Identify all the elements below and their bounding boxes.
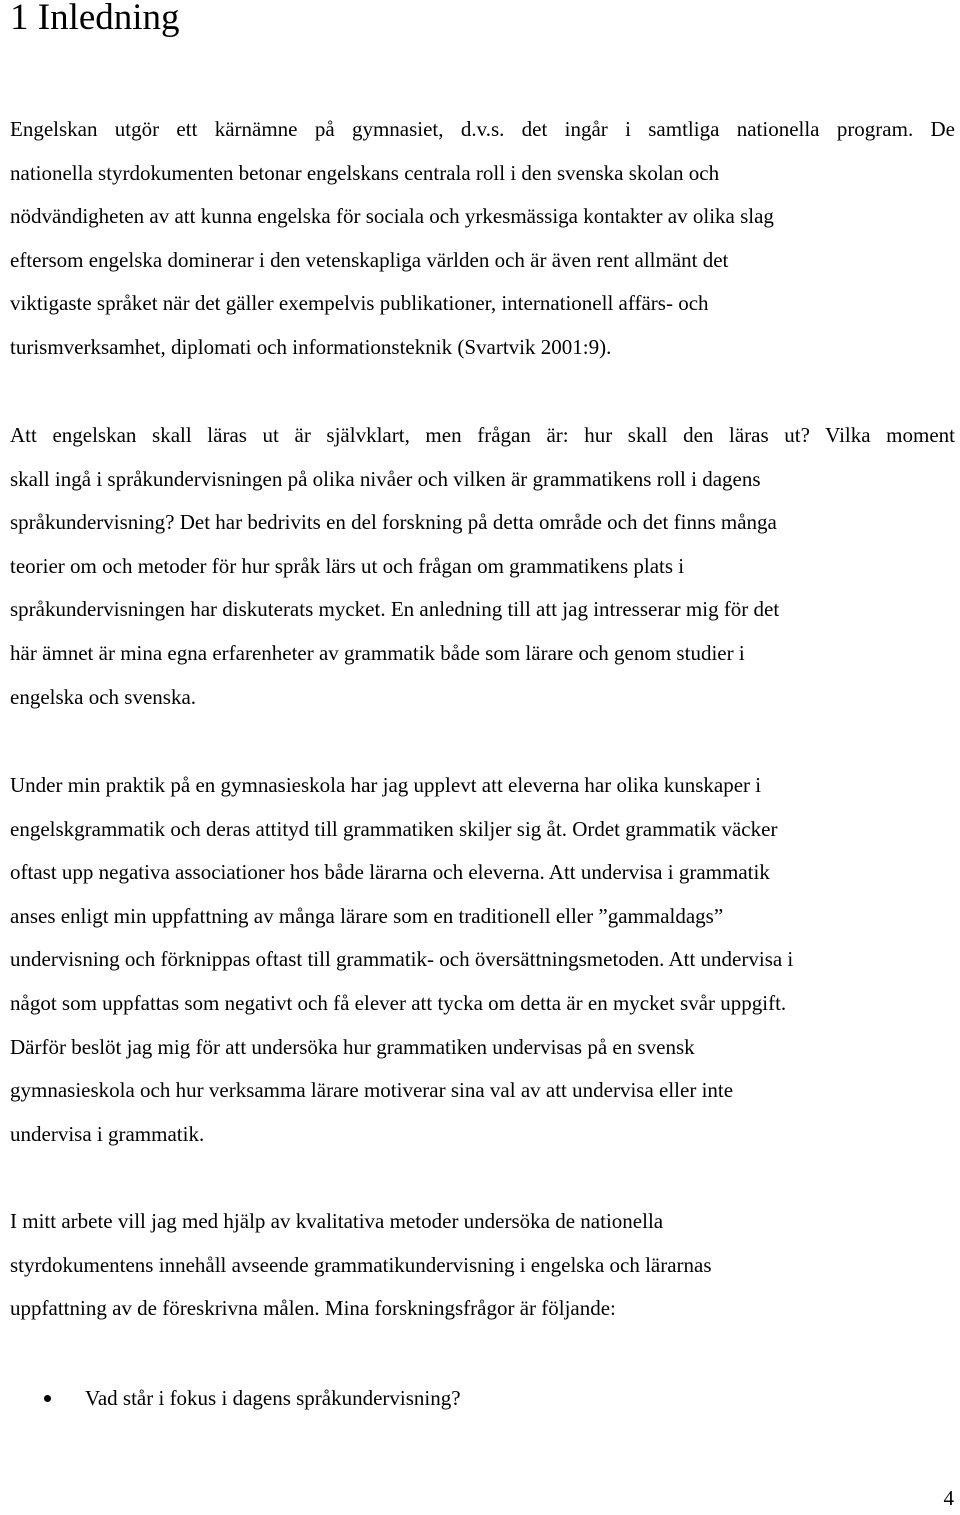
- text-line: I mitt arbete vill jag med hjälp av kvalitativa metoder undersöka de nationella: [10, 1209, 664, 1233]
- paragraph-3: [10, 764, 793, 1156]
- text-line: engelska och svenska.: [10, 684, 197, 709]
- text-line: uppfattning av de föreskrivna målen. Mina forskningsfrågor är följande:: [10, 1296, 616, 1321]
- text-line: undervisning och förknippas oftast till grammatik- och översättningsmetoden. Att undervisa i: [10, 947, 794, 972]
- text-line: eftersom engelska dominerar i den vetenskapliga världen och är även rent allmänt det: [10, 247, 729, 272]
- paragraph-4: [10, 1200, 712, 1331]
- text-line: turismverksamhet, diplomati och informationsteknik (Svartvik 2001:9).: [10, 334, 612, 359]
- text-line: viktigaste språket när det gäller exempelvis publikationer, internationell affärs- och: [10, 291, 709, 316]
- text-line: gymnasieskola och hur verksamma lärare motiverar sina val av att undervisa eller inte: [10, 1078, 734, 1103]
- page-number: 4: [943, 1486, 954, 1510]
- section-heading: 1 Inledning: [10, 0, 180, 38]
- text-line: Att engelskan skall läras ut är självklart, men frågan är: hur skall den läras ut? Vilka moment: [10, 423, 955, 447]
- text-line: teorier om och metoder för hur språk lärs ut och frågan om grammatikens plats i: [10, 553, 685, 578]
- text-line: anses enligt min uppfattning av många lärare som en traditionell eller ”gammaldags”: [10, 903, 724, 928]
- paragraph-2: [10, 414, 955, 719]
- text-line: här ämnet är mina egna erfarenheter av grammatik både som lärare och genom studier i: [10, 640, 745, 665]
- text-line: Under min praktik på en gymnasieskola har jag upplevt att eleverna har olika kunskaper i: [10, 773, 762, 797]
- text-line: något som uppfattas som negativt och få elever att tycka om detta är en mycket svår uppgift.: [10, 990, 787, 1015]
- paragraph-1: [10, 108, 955, 370]
- text-line: styrdokumentens innehåll avseende grammatikundervisning i engelska och lärarnas: [10, 1252, 712, 1277]
- text-line: Engelskan utgör ett kärnämne på gymnasiet, d.v.s. det ingår i samtliga nationella program. De: [10, 117, 955, 141]
- text-line: nationella styrdokumenten betonar engelskans centrala roll i den svenska skolan och: [10, 160, 720, 185]
- text-line: språkundervisning? Det har bedrivits en del forskning på detta område och det finns många: [10, 510, 777, 535]
- text-line: Därför beslöt jag mig för att undersöka hur grammatiken undervisas på en svensk: [10, 1034, 695, 1059]
- bullet-icon: [44, 1395, 51, 1402]
- text-line: språkundervisningen har diskuterats mycket. En anledning till att jag intresserar mig för det: [10, 597, 780, 622]
- bullet-text: Vad står i fokus i dagens språkundervisning?: [85, 1386, 461, 1410]
- text-line: engelskgrammatik och deras attityd till grammatiken skiljer sig åt. Ordet grammatik väcker: [10, 816, 778, 841]
- text-line: skall ingå i språkundervisningen på olika nivåer och vilken är grammatikens roll i dagens: [10, 466, 761, 491]
- text-line: oftast upp negativa associationer hos både lärarna och eleverna. Att undervisa i grammatik: [10, 860, 770, 885]
- text-line: nödvändigheten av att kunna engelska för sociala och yrkesmässiga kontakter av olika slag: [10, 204, 774, 229]
- text-line: undervisa i grammatik.: [10, 1121, 205, 1146]
